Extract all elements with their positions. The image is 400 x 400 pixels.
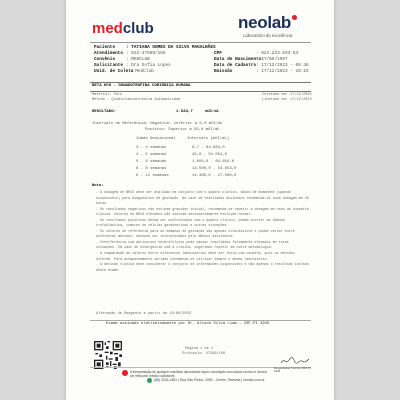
note-paragraph: - Os valores de referência para as semanas de gestação são apenas orientativos e podem variar entre diferentes métodos, devendo ser interpretados pelo médico assistente. bbox=[96, 229, 295, 240]
coleta-label: Unid. de Coleta bbox=[94, 69, 134, 74]
solicitante-label: Solicitante bbox=[94, 63, 123, 68]
table-row-range: 14.500,0 - 53.653,0 bbox=[192, 167, 237, 171]
exam-top-divider bbox=[90, 82, 311, 83]
table-header-range: Intervalo (mUI/mL) bbox=[187, 137, 230, 141]
report-page bbox=[66, 0, 334, 400]
table-row-age: 8 - 12 semanas bbox=[136, 174, 169, 178]
note-paragraph: - Interferência com anticorpos heterofílicos pode causar resultados falsamente elevados em raras situações. Em caso de divergência com a clínica, sugerimos repetir em outra metodologia. bbox=[96, 240, 289, 251]
reference-positive: Positivo: Superior a 25,0 mUI/mL bbox=[145, 128, 220, 132]
atendimento-value: : 012-47589/156 bbox=[126, 51, 166, 56]
footer-disclaimer: A interpretação de qualquer resultado laboratorial requer correlação com dados clínicos e deverá ser feita pelo médico solicitante. bbox=[130, 370, 267, 378]
signature-divider bbox=[90, 320, 311, 321]
signature-text: Exame assinado eletronicamente por Dr. Alison Silva Lima - CRF-PI 1945 bbox=[106, 322, 270, 326]
table-row-range: 45,0 - 54.554,0 bbox=[192, 153, 228, 157]
table-row-age: 5 - 6 semanas bbox=[136, 160, 167, 164]
logo-med-text: med bbox=[92, 20, 123, 37]
exam-title: BETA HCG - GONADOTROFINA CORIÔNICA HUMANA bbox=[92, 84, 191, 88]
lab-tagline: Laboratório de excelência bbox=[243, 33, 293, 38]
note-paragraph: - Os resultados negativos não excluem gravidez inicial, recomenda-se repetir a dosagem em caso de suspeita clínica. Valores de BHCG elevados não indicam necessariamente evolução normal. bbox=[96, 207, 309, 218]
nascimento-value: : 27/05/1987 bbox=[256, 57, 288, 62]
patient-label: Paciente bbox=[94, 45, 116, 50]
table-row-age: 4 - 5 semanas bbox=[136, 153, 167, 157]
released-date: Liberado em: 17/12/2023 bbox=[262, 98, 312, 102]
neolab-logo bbox=[238, 13, 297, 33]
result-label: RESULTADO: bbox=[92, 110, 117, 114]
exam-title-divider bbox=[90, 91, 311, 92]
table-row-range: 9,7 - 84.684,0 bbox=[192, 146, 225, 150]
note-paragraph: - A comparação de valores entre diferentes laboratórios deve ser feita com cautela, pois os métodos diferem. Para acompanhamento seriado recomenda-se utilizar sempre o mesmo laboratório. bbox=[96, 252, 295, 262]
protocol-info: Protocolo: 47589/156 bbox=[182, 352, 226, 356]
cpf-label: CPF bbox=[214, 51, 222, 56]
patient-value: : TATIANA GOMES DA SILVA MAGALHÃES bbox=[126, 45, 216, 50]
atendimento-label: Atendimento bbox=[94, 51, 123, 56]
material-label: Material: Soro bbox=[92, 93, 123, 97]
logo-club-text: club bbox=[122, 20, 154, 37]
solicitante-value: : Dra Sofia Lopes bbox=[126, 63, 171, 68]
note-paragraph: - Os resultados positivos devem ser confrontados com o quadro clínico; podem ocorrer em doença trofoblástica, tumores de células germinativas e outras situações. bbox=[96, 218, 285, 229]
result-value: 1.584,7 bbox=[176, 110, 193, 114]
table-row-range: 14.400,0 - 27.560,0 bbox=[192, 174, 237, 178]
cpf-value: : 023.223.033-54 bbox=[256, 51, 299, 56]
table-row-range: 1.004,0 - 64.654,0 bbox=[192, 160, 235, 164]
reference-negative: Intervalo de Referência: Negativo: inferior a 5,0 mUI/mL bbox=[92, 122, 223, 126]
emissao-label: Emissão bbox=[214, 69, 233, 74]
cadastro-label: Data de Cadastro bbox=[214, 63, 257, 68]
notes-body bbox=[96, 191, 310, 274]
table-row-age: 6 - 8 semanas bbox=[136, 167, 167, 171]
signature-icon bbox=[280, 356, 310, 366]
note-paragraph: - A decisão clínica deve considerar o conjunto de informações disponíveis e não apenas o resultado isolado deste exame. bbox=[96, 263, 309, 273]
note-paragraph: - A dosagem de BHCG deve ser avaliada em conjunto com o quadro clínico, dados de anamnese (quando disponíveis) para diagnóstico de gestação. No caso de resultados duvidosos recomenda-se nova dosagem em 48 horas. bbox=[96, 191, 309, 207]
table-row-age: 3 - 4 semanas bbox=[136, 146, 167, 150]
lab-name: neolab bbox=[238, 13, 291, 32]
collected-date: Coletado em: 17/12/2023 bbox=[262, 93, 312, 97]
header-divider bbox=[90, 42, 311, 43]
convenio-label: Convênio bbox=[94, 57, 116, 62]
nascimento-label: Data de Nascimento bbox=[214, 57, 262, 62]
table-header-age: Idade Gestacional bbox=[136, 137, 176, 141]
warning-icon bbox=[122, 370, 128, 376]
result-unit: mUI/mL bbox=[205, 110, 220, 114]
whatsapp-icon bbox=[147, 378, 152, 383]
convenio-value: : MEDCLUB bbox=[126, 57, 150, 62]
coleta-value: : MedClub bbox=[130, 69, 154, 74]
technical-responsible: Responsável Técnico CRF-PI 1945 bbox=[274, 366, 311, 374]
logo-dot-icon bbox=[292, 15, 297, 20]
reagent-note: Alteração de Reagente a partir de 19/08/2023 bbox=[96, 312, 191, 316]
emissao-value: : 17/12/2023 - 10:15 bbox=[256, 69, 309, 74]
footer-contact: (86) 3226-1881 | Rua São Pedro, 2265 - Centro, Teresina | neolab.com.br bbox=[154, 378, 265, 382]
page-info: Página 1 de 1 bbox=[185, 347, 214, 351]
notes-heading: Nota: bbox=[92, 184, 104, 188]
cadastro-value: : 17/12/2023 - 08:48 bbox=[256, 63, 309, 68]
medclub-logo bbox=[92, 20, 154, 37]
method-label: Método : Quimioluminescência Automatizada bbox=[92, 98, 181, 102]
qr-code[interactable] bbox=[94, 341, 122, 369]
